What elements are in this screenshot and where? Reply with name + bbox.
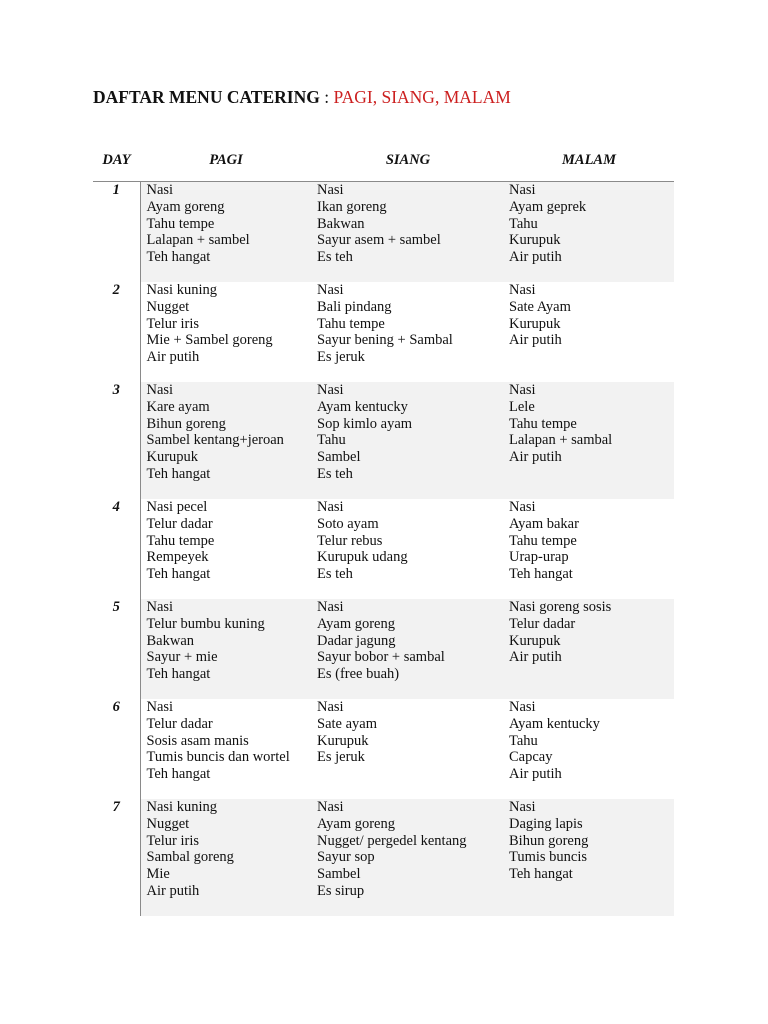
- menu-item: Sayur bening + Sambal: [317, 332, 453, 349]
- day-number: 4: [93, 499, 140, 599]
- siang-menu-cell: [312, 799, 504, 916]
- menu-item: Sambal goreng: [146, 849, 234, 866]
- table-header-row: [93, 140, 674, 182]
- menu-item: Dadar jagung: [317, 632, 396, 649]
- menu-item: Nasi: [509, 382, 536, 398]
- menu-item: Nasi: [509, 699, 536, 715]
- menu-item: Sayur + mie: [146, 649, 218, 666]
- document-title: [93, 86, 511, 108]
- menu-item: Ayam goreng: [146, 198, 225, 215]
- column-header-pagi: PAGI: [209, 152, 243, 168]
- menu-item: Teh hangat: [146, 666, 211, 683]
- table-row: [93, 282, 674, 382]
- menu-item: Sate Ayam: [509, 298, 571, 315]
- menu-item: Sate ayam: [317, 715, 377, 732]
- menu-item: Nasi: [509, 282, 536, 298]
- menu-item: Capcay: [509, 749, 553, 766]
- menu-item: Lalapan + sambel: [146, 232, 250, 249]
- menu-item: Es jeruk: [317, 349, 365, 366]
- menu-item: Nasi: [317, 382, 344, 398]
- column-header-malam: MALAM: [562, 152, 616, 168]
- menu-item: Air putih: [509, 766, 562, 783]
- table-row: [93, 799, 674, 916]
- pagi-menu-cell: [140, 182, 312, 283]
- malam-menu-cell: [504, 699, 674, 799]
- menu-item: Mie + Sambel goreng: [146, 332, 273, 349]
- pagi-menu-cell: [140, 599, 312, 699]
- menu-item: Telur dadar: [146, 715, 213, 732]
- menu-item: Nasi kuning: [146, 282, 217, 298]
- menu-item: Teh hangat: [146, 566, 211, 583]
- menu-item: Telur iris: [146, 315, 200, 332]
- menu-item: Ayam geprek: [509, 198, 587, 215]
- menu-item: Es jeruk: [317, 749, 365, 766]
- siang-menu-cell: [312, 382, 504, 499]
- menu-item: Nasi: [146, 599, 174, 615]
- menu-item: Nasi: [317, 699, 344, 715]
- menu-item: Tahu tempe: [146, 532, 215, 549]
- menu-item: Lalapan + sambal: [509, 432, 613, 449]
- column-header-day: DAY: [102, 152, 131, 168]
- menu-item: Nugget/ pergedel kentang: [317, 832, 467, 849]
- menu-item: Nasi: [317, 182, 344, 198]
- pagi-menu-cell: [140, 499, 312, 599]
- menu-item: Kurupuk: [509, 632, 561, 649]
- menu-item: Sambel: [317, 449, 361, 466]
- menu-item: Ayam kentucky: [317, 398, 408, 415]
- menu-item: Tahu tempe: [317, 315, 385, 332]
- menu-item: Ayam goreng: [317, 615, 395, 632]
- malam-menu-cell: [504, 282, 674, 382]
- menu-item: Nasi goreng sosis: [509, 599, 612, 615]
- menu-item: Nasi: [317, 599, 344, 615]
- menu-item: Bakwan: [317, 215, 365, 232]
- menu-item: Nasi: [146, 382, 174, 398]
- menu-item: Teh hangat: [146, 766, 211, 783]
- malam-menu-cell: [504, 382, 674, 499]
- menu-item: Bihun goreng: [509, 832, 589, 849]
- menu-item: Nasi: [317, 499, 344, 515]
- menu-item: Nasi: [509, 799, 536, 815]
- menu-item: Air putih: [509, 249, 562, 266]
- day-number: 2: [93, 282, 140, 382]
- siang-menu-cell: [312, 499, 504, 599]
- menu-item: Sambel kentang+jeroan: [146, 432, 284, 449]
- siang-menu-cell: [312, 282, 504, 382]
- menu-item: Rempeyek: [146, 549, 209, 566]
- table-row: [93, 499, 674, 599]
- menu-item: Nasi: [509, 182, 536, 198]
- menu-item: Nasi: [317, 799, 344, 815]
- menu-item: Tahu tempe: [509, 415, 577, 432]
- menu-item: Tahu: [509, 732, 538, 749]
- title-main: DAFTAR MENU CATERING: [93, 87, 320, 107]
- menu-item: Es teh: [317, 465, 353, 482]
- menu-item: Tahu tempe: [509, 532, 577, 549]
- menu-item: Nasi kuning: [146, 799, 217, 815]
- menu-item: Tumis buncis dan wortel: [146, 749, 290, 766]
- day-number: 3: [93, 382, 140, 499]
- siang-menu-cell: [312, 699, 504, 799]
- menu-item: Kurupuk: [146, 449, 199, 466]
- pagi-menu-cell: [140, 282, 312, 382]
- menu-item: Air putih: [146, 349, 200, 366]
- menu-item: Tahu tempe: [146, 215, 215, 232]
- title-meals: PAGI, SIANG, MALAM: [333, 87, 511, 107]
- menu-item: Teh hangat: [509, 866, 573, 883]
- menu-item: Teh hangat: [509, 566, 573, 583]
- menu-item: Nasi: [146, 182, 174, 198]
- menu-item: Tahu: [317, 432, 346, 449]
- menu-item: Tumis buncis: [509, 849, 588, 866]
- menu-item: Telur dadar: [509, 615, 576, 632]
- menu-item: Air putih: [146, 882, 200, 899]
- column-header-siang: SIANG: [385, 152, 431, 168]
- pagi-menu-cell: [140, 799, 312, 916]
- menu-item: Urap-urap: [509, 549, 569, 566]
- menu-item: Sayur bobor + sambal: [317, 649, 445, 666]
- menu-item: Sop kimlo ayam: [317, 415, 413, 432]
- menu-item: Telur rebus: [317, 532, 383, 549]
- menu-item: Nugget: [146, 298, 190, 315]
- menu-item: Telur dadar: [146, 515, 213, 532]
- menu-item: Lele: [509, 398, 535, 415]
- menu-item: Bakwan: [146, 632, 195, 649]
- menu-item: Air putih: [509, 649, 562, 666]
- title-separator: :: [319, 87, 334, 107]
- pagi-menu-cell: [140, 699, 312, 799]
- menu-item: Ayam bakar: [509, 515, 579, 532]
- menu-item: Sayur sop: [317, 849, 375, 866]
- pagi-menu-cell: [140, 382, 312, 499]
- table-row: [93, 382, 674, 499]
- menu-item: Kurupuk: [509, 232, 561, 249]
- menu-item: Air putih: [509, 449, 562, 466]
- menu-item: Es teh: [317, 566, 353, 583]
- malam-menu-cell: [504, 182, 674, 283]
- table-row: [93, 182, 674, 283]
- menu-body: [93, 182, 674, 917]
- table-row: [93, 599, 674, 699]
- menu-item: Air putih: [509, 332, 562, 349]
- menu-item: Telur iris: [146, 832, 200, 849]
- menu-item: Kare ayam: [146, 398, 210, 415]
- menu-item: Bihun goreng: [146, 415, 226, 432]
- menu-item: Kurupuk: [317, 732, 369, 749]
- siang-menu-cell: [312, 182, 504, 283]
- menu-item: Kurupuk: [509, 315, 561, 332]
- siang-menu-cell: [312, 599, 504, 699]
- menu-item: Ikan goreng: [317, 198, 387, 215]
- day-number: 7: [93, 799, 140, 916]
- table-row: [93, 699, 674, 799]
- menu-item: Mie: [146, 866, 170, 883]
- menu-item: Tahu: [509, 215, 538, 232]
- menu-item: Telur bumbu kuning: [146, 615, 265, 632]
- menu-item: Nasi pecel: [146, 499, 208, 515]
- day-number: 5: [93, 599, 140, 699]
- menu-item: Nasi: [509, 499, 536, 515]
- menu-item: Ayam kentucky: [509, 715, 600, 732]
- menu-item: Bali pindang: [317, 298, 392, 315]
- menu-item: Teh hangat: [146, 465, 211, 482]
- menu-item: Sosis asam manis: [146, 732, 249, 749]
- menu-item: Nasi: [317, 282, 344, 298]
- day-number: 1: [93, 182, 140, 283]
- menu-item: Kurupuk udang: [317, 549, 408, 566]
- menu-item: Nugget: [146, 815, 190, 832]
- day-number: 6: [93, 699, 140, 799]
- menu-item: Ayam goreng: [317, 815, 395, 832]
- menu-item: Es sirup: [317, 882, 365, 899]
- malam-menu-cell: [504, 499, 674, 599]
- menu-item: Sambel: [317, 866, 361, 883]
- menu-item: Sayur asem + sambel: [317, 232, 441, 249]
- menu-item: Nasi: [146, 699, 174, 715]
- menu-table: [93, 140, 674, 916]
- malam-menu-cell: [504, 599, 674, 699]
- malam-menu-cell: [504, 799, 674, 916]
- menu-item: Es (free buah): [317, 666, 400, 683]
- menu-item: Es teh: [317, 249, 353, 266]
- menu-item: Teh hangat: [146, 249, 211, 266]
- menu-item: Daging lapis: [509, 815, 583, 832]
- menu-item: Soto ayam: [317, 515, 379, 532]
